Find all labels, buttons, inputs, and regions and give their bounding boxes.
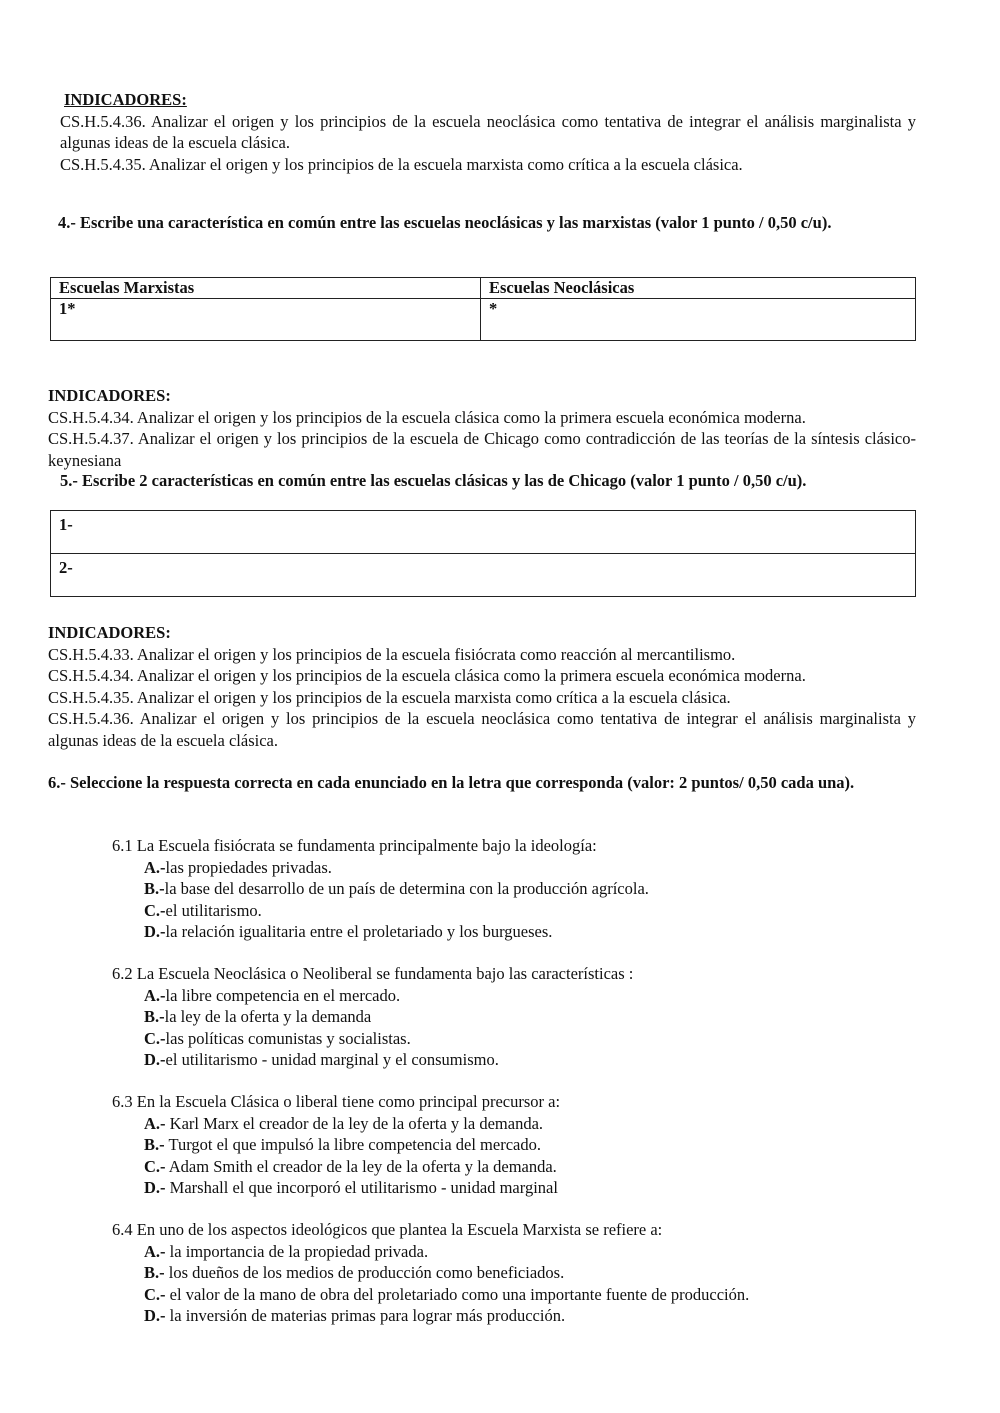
answer-row-1[interactable]: 1-: [51, 511, 916, 554]
question-6-2: [112, 963, 912, 1071]
answer-cell-neoclasicas[interactable]: *: [481, 299, 916, 341]
option-d[interactable]: D.- Marshall el que incorporó el utilitarismo - unidad marginal: [144, 1178, 558, 1197]
question-stem: 6.1 La Escuela fisiócrata se fundamenta principalmente bajo la ideología:: [112, 836, 597, 855]
option-b[interactable]: B.-la base del desarrollo de un país de determina con la producción agrícola.: [144, 879, 649, 898]
question-stem: 6.2 La Escuela Neoclásica o Neoliberal se fundamenta bajo las características :: [112, 964, 634, 983]
option-d[interactable]: D.-la relación igualitaria entre el proletariado y los burgueses.: [144, 922, 553, 941]
question-stem: 6.3 En la Escuela Clásica o liberal tiene como principal precursor a:: [112, 1092, 561, 1111]
option-b[interactable]: B.-la ley de la oferta y la demanda: [144, 1007, 372, 1026]
question-6-prompt: 6.- Seleccione la respuesta correcta en cada enunciado en la letra que corresponda (valor: 2 puntos/ 0,50 cada una).: [48, 773, 855, 792]
question-5-table: [50, 510, 916, 597]
indicator-line: CS.H.5.4.35. Analizar el origen y los principios de la escuela marxista como crítica a la escuela clásica.: [60, 154, 743, 174]
answer-row-2[interactable]: 2-: [51, 554, 916, 597]
indicator-line: CS.H.5.4.33. Analizar el origen y los principios de la escuela fisiócrata como reacción al mercantilismo.: [48, 644, 736, 664]
option-c[interactable]: C.-las políticas comunistas y socialistas.: [144, 1028, 411, 1048]
option-a[interactable]: A.-las propiedades privadas.: [144, 857, 332, 877]
indicators-heading: INDICADORES:: [48, 386, 171, 405]
question-6-4: [112, 1219, 912, 1327]
option-b[interactable]: B.- Turgot el que impulsó la libre competencia del mercado.: [144, 1135, 541, 1154]
option-a[interactable]: A.-la libre competencia en el mercado.: [144, 985, 401, 1005]
indicator-line: CS.H.5.4.34. Analizar el origen y los principios de la escuela clásica como la primera escuela económica moderna.: [48, 407, 806, 427]
indicators-heading: INDICADORES:: [48, 623, 171, 642]
indicator-line: CS.H.5.4.36. Analizar el origen y los principios de la escuela neoclásica como tentativa de integrar el análisis marginalista y algunas ideas de la escuela clásica.: [60, 111, 916, 152]
indicator-line: CS.H.5.4.34. Analizar el origen y los principios de la escuela clásica como la primera escuela económica moderna.: [48, 666, 806, 685]
table-header-neoclasicas: Escuelas Neoclásicas: [481, 278, 916, 299]
question-6-3: [112, 1091, 912, 1199]
indicators-block-2: [48, 385, 916, 471]
option-a[interactable]: A.- Karl Marx el creador de la ley de la oferta y la demanda.: [144, 1113, 544, 1133]
indicators-block-3: [48, 622, 916, 751]
indicator-line: CS.H.5.4.36. Analizar el origen y los principios de la escuela neoclásica como tentativa de integrar el análisis marginalista y algunas ideas de la escuela clásica.: [48, 709, 916, 750]
option-c[interactable]: C.-el utilitarismo.: [144, 900, 262, 920]
table-header-marxistas: Escuelas Marxistas: [51, 278, 481, 299]
indicator-line: CS.H.5.4.35. Analizar el origen y los principios de la escuela marxista como crítica a la escuela clásica.: [48, 687, 731, 707]
answer-cell-marxistas[interactable]: 1*: [51, 299, 481, 341]
question-4-table: [50, 277, 916, 341]
indicators-block-1: [60, 89, 916, 175]
question-5-prompt: 5.- Escribe 2 características en común entre las escuelas clásicas y las de Chicago (valor 1 punto / 0,50 c/u).: [60, 471, 807, 490]
option-c[interactable]: C.- Adam Smith el creador de la ley de la oferta y la demanda.: [144, 1156, 557, 1176]
option-d[interactable]: D.-el utilitarismo - unidad marginal y el consumismo.: [144, 1050, 499, 1069]
question-6-1: [112, 835, 912, 943]
option-a[interactable]: A.- la importancia de la propiedad privada.: [144, 1241, 429, 1261]
option-c[interactable]: C.- el valor de la mano de obra del proletariado como una importante fuente de producción.: [144, 1284, 750, 1304]
option-b[interactable]: B.- los dueños de los medios de producción como beneficiados.: [144, 1263, 565, 1282]
question-stem: 6.4 En uno de los aspectos ideológicos que plantea la Escuela Marxista se refiere a:: [112, 1220, 663, 1239]
indicators-heading: INDICADORES:: [64, 90, 187, 109]
option-d[interactable]: D.- la inversión de materias primas para lograr más producción.: [144, 1306, 566, 1325]
question-4-prompt: 4.- Escribe una característica en común entre las escuelas neoclásicas y las marxistas (valor 1 punto / 0,50 c/u).: [58, 213, 832, 232]
indicator-line: CS.H.5.4.37. Analizar el origen y los principios de la escuela de Chicago como contradicción de las teorías de la síntesis clásico-keynesiana: [48, 429, 916, 470]
